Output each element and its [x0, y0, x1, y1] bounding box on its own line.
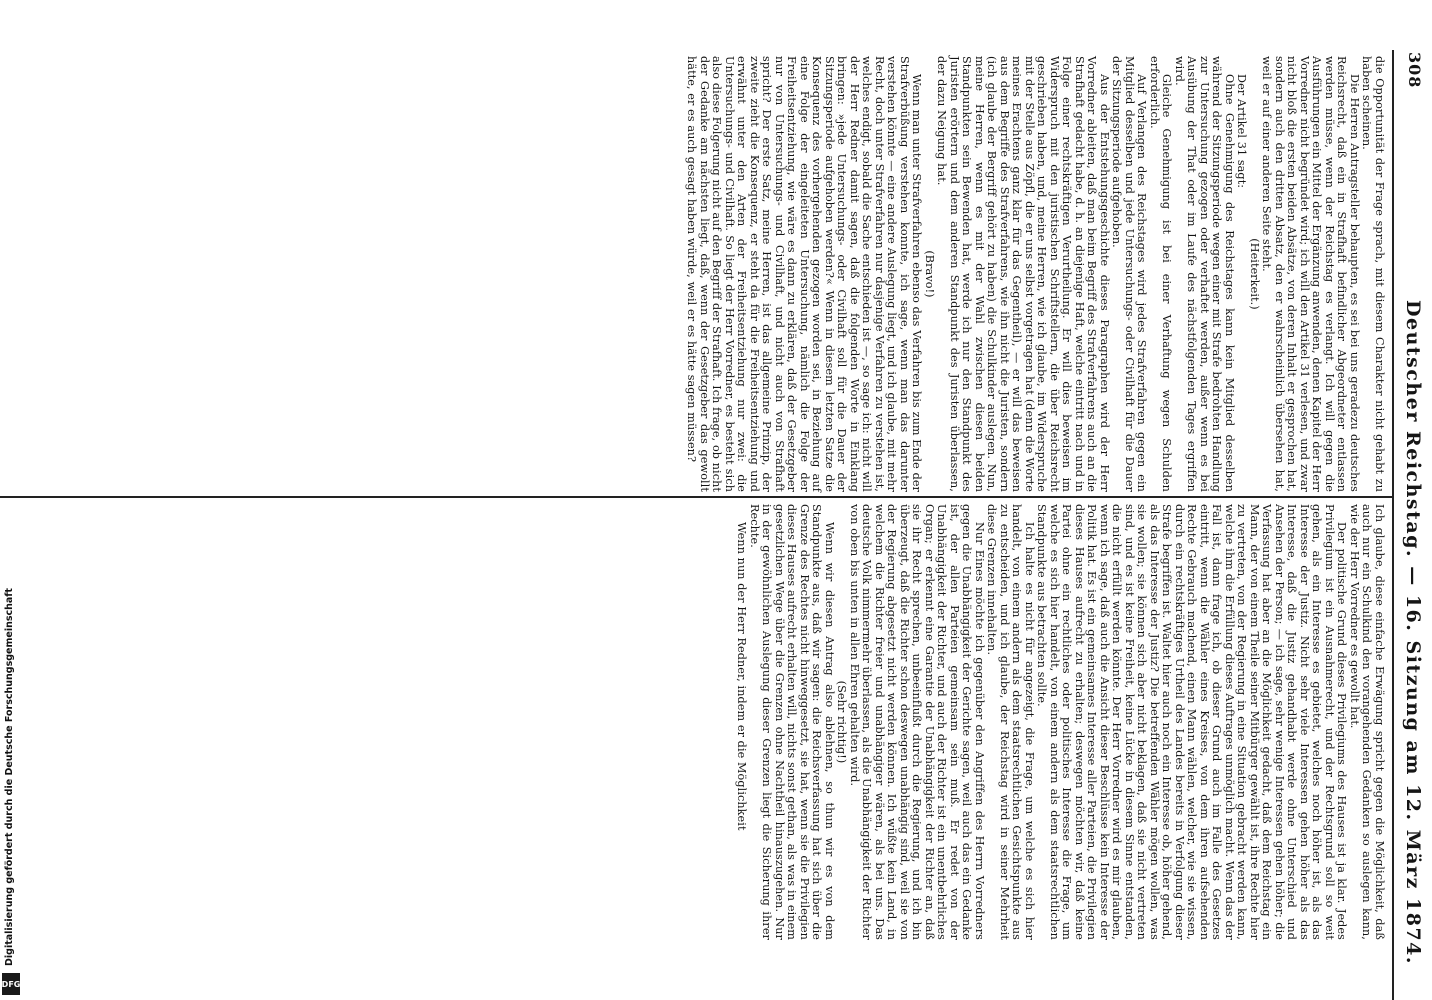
paragraph: (Sehr richtig!): [835, 680, 849, 764]
paragraph: Ich halte es nicht für angezeigt, die Frage, um welche es sich hier handelt, von einem andern als dem staatsrechtlichen Gesichtspunkte aus zu entscheiden, und ich glaube, der Reichstag wird in seiner Mehrheit diese Grenzen innehalten.: [985, 504, 1036, 940]
running-header: Deutscher Reichstag. — 16. Sitzung am 12. März 1874.: [1402, 300, 1424, 965]
paragraph: Gleiche Genehmigung ist bei einer Verhaftung wegen Schulden erforderlich.: [1148, 56, 1174, 492]
paragraph: Aus der Entstehungsgeschichte dieses Paragraphen wird der Herr Vorredner ableiten, daß man beim Begriff des Strafverfahrens auch an die Strafhaft gedacht habe, d. h. an diejenige Haft, welche eintritt nach und in Folge einer rechtskräftigen Verurtheilung. Er will dies beweisen im Widerspruch mit den juristischen Schriftstellern, die über Reichsrecht geschrieben haben, und, meine Herren, wie ich glaube, im Widerspruche mit der Stelle aus Zöpfl, die er uns selbst vorgetragen hat (denn die Worte meines Erachtens ganz klar für das Gegentheil), — er will das beweisen aus dem Begriffe des Strafverfahrens, wie ihn nicht die Juristen, sondern (ich glaube der Bergriff gehört zu haben) die Schulkinder auslegen. Nun, meine Herren, wenn es mit der Wahl zwischen diesen beiden Standpunkten sein Bewenden hat, werde ich nur den Standpunkt des Juristen erörtern und dem anderen Standpunkt des Juristen überlassen, der dazu Neigung hat.: [935, 56, 1111, 492]
paragraph: Ohne Genehmigung des Reichstages kann kein Mitglied desselben während der Sitzungsperiode wegen einer mit Strafe bedrohten Handlung zur Untersuchung gezogen oder verhaftet werden, außer wenn es bei Ausübung der That oder im Laufe des nächstfolgenden Tages ergriffen wird.: [1173, 56, 1236, 492]
page-number: 308: [1405, 52, 1424, 89]
paragraph: Wenn nun der Herr Redner, indem er die Möglichkeit: [735, 522, 749, 831]
paragraph: Auf Verlangen des Reichstages wird jedes Strafverfahren gegen ein Mitglied desselben und jede Untersuchungs- oder Civilhaft für die Dauer der Sitzungsperiode aufgehoben.: [1110, 56, 1149, 492]
digitization-credit: Digitalisierung gefördert durch die Deutsche Forschungsgemeinschaft: [4, 588, 15, 966]
paragraph: Die Herren Antragsteller behaupten, es sei bei uns geradezu deutsches Reichsrecht, daß ein in Strafhaft befindlicher Abgeordneter entlassen werden müsse, wenn der Reichstag es verlangt. Ich will gegen die Ausführungen ein Mittel der Ergänzung anwenden, denen Kapitel der Herr Vorredner nicht begründet wird; ich will den Artikel 31 verlesen, und zwar nicht bloß die ersten beiden Absätze, von deren Inhalt er gesprochen hat, sondern auch den dritten Absatz, den er wahrscheinlich übersehen hat, weil er auf einer anderen Seite steht.: [1260, 56, 1361, 492]
text-column-left: [45, 56, 1385, 492]
column-divider: [0, 496, 1392, 498]
paragraph: Der Artikel 31 sagt:: [1235, 74, 1249, 189]
paragraph: Wenn man unter Strafverfahren ebenso das Verfahren bis zum Ende der Strafverbüßung verstehen konnte, ich sage, wenn man das darunter verstehen könnte — eine andere Auslegung liegt, und ich glaube, mit mehr Recht, doch unter Strafverfahren nur dasjenige Verfahren zu verstehen ist, welches endigt, sobald die Sache entschieden ist —, so sage ich: nicht will der Herr Redner damit sagen, daß die folgenden Worte in Einklang bringen: »jede Untersuchungs- oder Civilhaft soll für die Dauer der Sitzungsperiode aufgehoben werden?« Wenn in diesem letzten Satze die Konsequenz des vorhergehenden gezogen worden sei, in Beziehung auf eine Folge der eingeleiteten Untersuchung, nämlich die Folge der Freiheitsentziehung, wie wäre es dann zu erklären, daß der Gesetzgeber nur von Untersuchungs- und Civilhaft, und nicht auch von Strafhaft spricht? Der erste Satz, meine Herren, ist das allgemeine Prinzip, der zweite zieht die Konsequenz, er steht da für die Freiheitsentziehung und erwähnt unter den Arten der Freiheitsentziehung nur zwei: die Untersuchungs- und Civilhaft. So liegt der Herr Vorredner, es besteht sich also diese Folgerung nicht auf den Begriff der Strafhaft. Ich frage, ob nicht der Gedanke am nächsten liegt, daß, wenn der Gesetzgeber das gewollt hätte, er es auch gesagt haben würde, weil er es hätte sagen müssen?: [685, 56, 924, 492]
paragraph: die Opportunität der Frage sprach, mit diesem Charakter nicht gehabt zu haben scheinen.: [1360, 56, 1386, 492]
text-column-right: [45, 504, 1385, 940]
dfg-logo: DFG: [2, 973, 20, 995]
paragraph: (Bravo!): [923, 250, 936, 298]
paragraph: Ich glaube, diese einfache Erwägung spricht gegen die Möglichkeit, daß auch nur ein Schulkind den vorangehenden Gedanken so auslegen kann, wie der Herr Vorredner es gewollt hat.: [1348, 504, 1386, 940]
paragraph: Nur Eines möchte ich gegenüber den Angriffen des Herrn Vorredners gegen die Unabhängigkeit der Gerichte sagen, weil auch das ein Gedanke ist, der allen Parteien gemeinsam sein muß. Er redet von der Unabhängigkeit der Richter, und auch der Richter ist ein unentbehrliches Organ; er erkennt eine Garantie der Unabhängigkeit der Richter an, daß sie ihr Recht sprechen, unbeeinflußt durch die Regierung, und ich bin überzeugt, daß die Richter schon deswegen unabhängig sind, weil sie von der Regierung abgesetzt nicht werden können. Ich wüßte kein Land, in welchem die Richter freier und unabhängiger wären, als bei uns. Das deutsche Volk nimmermehr überlassen, als die Unabhängigkeit der Richter von oben bis unten in allen Ehren gehalten wird.: [848, 504, 986, 940]
paragraph: (Heiterkeit.): [1248, 238, 1261, 310]
header-rule: [1392, 50, 1394, 1000]
paragraph: Wenn wir diesen Antrag also ablehnen, so thun wir es von dem Standpunkte aus, daß wir sagen: die Reichsverfassung hat sich über die Grenze des Rechtes nicht hinweggesetzt, sie hat, wenn sie die Privilegien dieses Hauses aufrecht erhalten will, nichts sonst gethan, als was in einem gesetzlichen Wege über die Grenzen ohne Nachtheil hinauszugehen. Nur in der gewöhnlichen Auslegung dieser Grenzen liegt die Sicherung ihrer Rechte.: [748, 504, 836, 940]
paragraph: Der politische Grund dieses Privilegiums des Hauses ist ja klar. Jedes Privilegium ist ein Ausnahmerecht, und der Rechtsgrund soll so weit gehen, als ein Interesse es gebietet, welches noch höher ist, als das Interesse der Justiz. Nicht sehr viele Interessen gehen höher als das Interesse, daß die Justiz gehandhabt werde ohne Unterschied und Ansehen der Person; — ich sage, sehr wenige Interessen gehen höher; die Verfassung hat aber an die Möglichkeit gedacht, daß dem Reichstag ein Mann, der von einem Theile seiner Mitbürger gewählt ist, ihre Rechte hier zu vertreten, von der Regierung in eine Situation gebracht werden kann, welche ihm die Erfüllung dieses Auftrages unmöglich macht. Wenn das der Fall ist, dann frage ich, ob dieser Grund auch im Falle des Gesetzes eintritt, wenn die Wähler eines Kreises, von dem ihren aufsehenden Rechte Gebrauch machend, einen Mann wählen, welcher, wie sie wissen, durch ein rechtskräftiges Urtheil des Landes bereits in Verfolgung dieser Strafe begriffen ist. Waltet hier auch noch ein Interesse ob, höher gehend, als das Interesse der Justiz? Die betreffenden Wähler mögen wollen, was sie wollen; sie können sich aber nicht beklagen, daß sie nicht vertreten sind, und es ist keine Freiheit, keine Lücke in diesem Sinne entstanden, die nicht erfüllt werden könnte. Der Herr Vorredner wird es mir glauben, wenn ich sage, daß auch die Ansicht dieser Beschlüsse kein Interesse der Politik hat. Es ist ein gemeinsames Interesse aller Parteien, die Privilegien dieses Hauses aufrecht zu erhalten; deswegen möchten wir, daß keine Partei ohne ein rechtliches oder politisches Interesse die Frage, um welche es sich hier handelt, von einem andern als dem staatsrechtlichen Standpunkte aus betrachten sollte.: [1035, 504, 1349, 940]
